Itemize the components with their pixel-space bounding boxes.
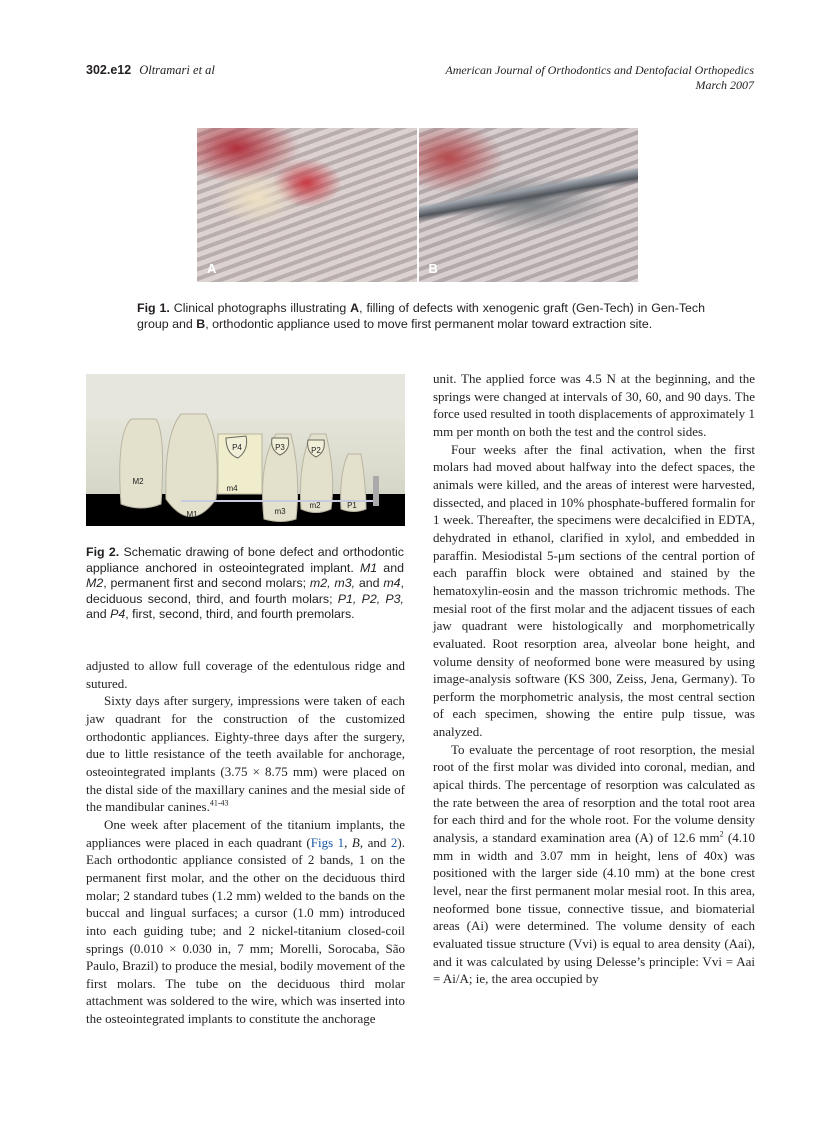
text-run: m4 [383, 576, 401, 590]
running-authors: Oltramari et al [139, 63, 215, 77]
figure-1 [197, 128, 638, 282]
journal-title: American Journal of Orthodontics and Dentofacial Orthopedics [445, 63, 754, 77]
text-run: Sixty days after surgery, impressions were taken of each jaw quadrant for the construction of the customized orthodontic appliances. Eighty-three days after the surgery, due to little resistance of the teeth available for anchorage, osteointegrated implants (3.75 × 8.75 mm) were placed on the distal side of the maxillary canines and the mesial side of the mandibular canines. [86, 693, 405, 815]
figure-reference-link[interactable]: 2 [390, 834, 398, 850]
paragraph [86, 657, 405, 692]
text-run: and [355, 576, 384, 590]
figure-2-caption [86, 545, 404, 623]
right-column-text [433, 370, 755, 988]
text-run: and [377, 560, 404, 575]
text-run: m2, m3, [309, 576, 356, 590]
page-number: 302.e12 [86, 63, 132, 77]
label-M2: M2 [132, 477, 144, 486]
text-run: unit. The applied force was 4.5 N at the beginning, and the springs were changed at intervals of 30, 60, and 90 days. The force used resulted in tooth displacements of approximately 1 mm per month on both the test and the control sides. [433, 371, 755, 439]
text-run: P4 [110, 607, 126, 621]
text-run: , orthodontic appliance used to move first permanent molar toward extraction site. [205, 316, 653, 331]
text-run: Clinical photographs illustrating [169, 301, 351, 315]
panel-b-label: B [428, 261, 438, 276]
photo-panel-b [419, 128, 639, 282]
text-run: P1, P2, P3, [337, 591, 404, 606]
paragraph [433, 370, 755, 441]
label-m2: m2 [309, 501, 321, 510]
text-run: , permanent first and second molars; [103, 576, 310, 590]
text-run: A [350, 301, 360, 315]
paragraph [86, 816, 405, 1028]
running-header-right [445, 63, 754, 93]
text-run: To evaluate the percentage of root resorption, the mesial root of the first molar was divided into coronal, median, and apical thirds. The percentage of resorption was calculated as the rate between the area of resorption and the total root area for each third and for the whole root. For the volume density analysis, a standard examination area (A) of 12.6 mm [433, 741, 755, 846]
text-run: adjusted to allow full coverage of the edentulous ridge and sutured. [86, 658, 405, 691]
text-run: Schematic drawing of bone defect and orthodontic appliance anchored in osteointegrated implant. [86, 545, 405, 575]
text-run: B [196, 316, 206, 331]
text-run: One week after placement of the titanium implants, the appliances were placed in each quadrant ( [86, 816, 405, 850]
paragraph [86, 692, 405, 816]
photo-panel-a [197, 128, 417, 282]
panel-a-label: A [207, 261, 217, 276]
issue-date: March 2007 [695, 78, 754, 92]
text-run: ). Each orthodontic appliance consisted of 2 bands, 1 on the permanent first molar, and the other on the deciduous third molar; 2 standard tubes (1.2 mm) welded to the bands on the buccal and lingual surfaces; a cursor (1.0 mm) introduced into each guiding tube; and 2 nickel-titanium closed-coil springs (0.010 × 0.030 in, 7 mm; Morelli, Sorocaba, São Paulo, Brazil) to produce the mesial, bodily movement of the first molars. The tube on the deciduous third molar attachment was soldered to the wire, which was inserted into the osteointegrated implants to constitute the anchorage [86, 834, 405, 1027]
label-P3: P3 [275, 443, 285, 452]
label-P1: P1 [347, 501, 357, 510]
label-P2: P2 [311, 446, 321, 455]
text-run: Four weeks after the final activation, when the first molars had moved about halfway into the defect spaces, the animals were killed, and the areas of interest were harvested, dissected, and placed in 10% phosphate-buffered formalin for 1 week. Thereafter, the specimens were decalcified in EDTA, dehydrated in ethanol, clarified in xylol, and embedded in paraffin. Mesiodistal 5-μm sections of the central portion of each paraffin block were obtained and stained by the hematoxylin-eosin and the masson trichromic methods. The mesial root of the first molar and the adjacent tissues of each jaw quadrant were histologically and morphometrically evaluated. Root resorption area, alveolar bone height, and volume density of neoformed bone were measured by using image-analysis software (KS 300, Zeiss, Jena, Germany). To perform the morphometric analysis, the most central section of each specimen, showing the entire pulp tissue, was analyzed. [433, 441, 755, 740]
text-run: , [344, 834, 352, 850]
label-M1: M1 [186, 510, 198, 519]
text-run: , filling of defects with xenogenic graft (Gen-Tech) in Gen-Tech group and [137, 301, 705, 331]
superscript: 2 [719, 829, 724, 839]
text-run: M2 [86, 576, 104, 590]
figure-reference-link[interactable]: Figs 1 [310, 834, 345, 850]
figure-2-schematic [86, 374, 405, 526]
text-run: and [86, 607, 111, 621]
running-header-left [86, 63, 215, 78]
text-run: , first, second, third, and fourth premolars. [125, 607, 355, 621]
paragraph [433, 441, 755, 741]
text-run: M1 [359, 560, 378, 575]
paragraph [433, 741, 755, 988]
text-run: , and [359, 834, 391, 850]
superscript: 41-43 [209, 798, 229, 808]
label-P4: P4 [232, 443, 242, 452]
left-column-text [86, 657, 405, 1028]
text-run: B [351, 834, 360, 850]
text-run: Fig 2. [86, 545, 120, 559]
label-m3: m3 [274, 507, 286, 516]
text-run: (4.10 mm in width and 3.07 mm in height, lens of 40x) was positioned with the larger side (4.10 mm) at the bone crest level, near the first permanent molar mesial root. In this area, neoformed bone tissue, connective tissue, and biomaterial areas (Ai) were determined. The volume density of each evaluated tissue structure (Vvi) is equal to area density (Aai), and it was calculated by using Delesse’s principle: Vvi = Aai = Ai/A; ie, the area occupied by [433, 830, 755, 987]
text-run: , deciduous second, third, and fourth molars; [86, 576, 404, 606]
figure-1-caption [137, 301, 705, 332]
label-m4: m4 [226, 484, 238, 493]
text-run: Fig 1. [137, 301, 170, 315]
